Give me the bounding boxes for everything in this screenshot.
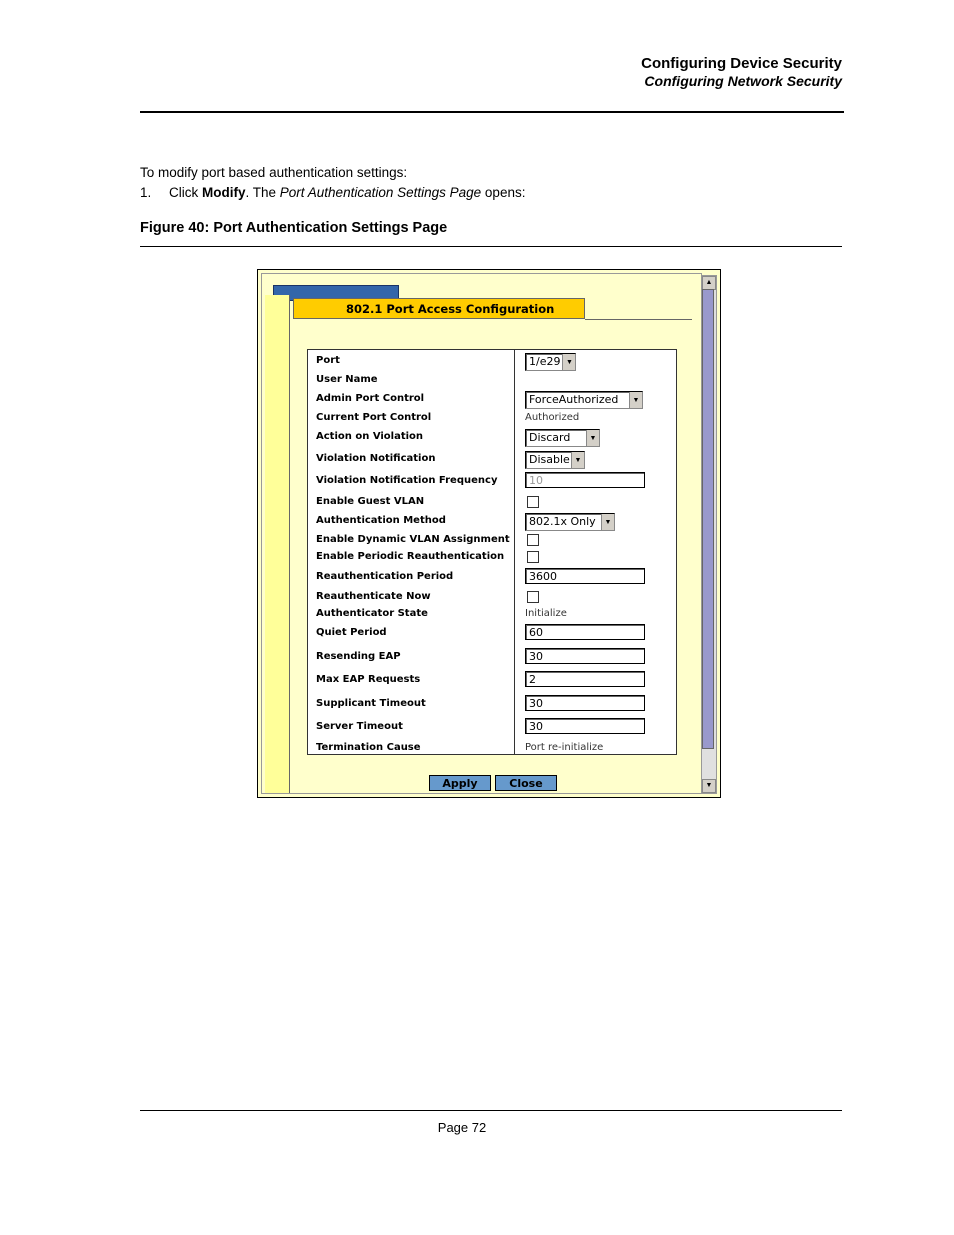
enable-guest-vlan-label: Enable Guest VLAN [316, 496, 425, 507]
violation-notification-frequency-input[interactable]: 10 [525, 472, 645, 488]
screenshot-frame [257, 269, 721, 798]
apply-button[interactable]: Apply [429, 775, 491, 791]
chevron-down-icon[interactable]: ▼ [601, 514, 614, 530]
header-title: Configuring Device Security [641, 55, 842, 72]
reauth-now-label: Reauthenticate Now [316, 591, 431, 602]
admin-port-control-label: Admin Port Control [316, 393, 425, 404]
banner-divider [585, 319, 692, 320]
violation-notification-select[interactable] [525, 450, 585, 469]
authentication-method-value: 802.1x Only [529, 515, 596, 528]
enable-periodic-reauth-label: Enable Periodic Reauthentication [316, 551, 505, 562]
enable-periodic-reauth-checkbox[interactable] [527, 551, 539, 563]
action-on-violation-select[interactable] [525, 428, 600, 447]
scroll-down-icon[interactable]: ▼ [702, 779, 716, 793]
chevron-down-icon[interactable]: ▼ [562, 354, 575, 370]
step-modify: Modify [202, 185, 246, 200]
max-eap-requests-label: Max EAP Requests [316, 674, 421, 685]
authentication-method-select[interactable] [525, 512, 615, 531]
row-reauth-period [308, 568, 676, 586]
resending-eap-label: Resending EAP [316, 651, 401, 662]
row-port [308, 352, 676, 370]
termination-cause-value: Port re-initialize [525, 742, 604, 753]
admin-port-control-value: ForceAuthorized [529, 393, 619, 406]
header-rule [140, 111, 844, 113]
settings-panel [307, 349, 677, 755]
step-1 [140, 185, 525, 200]
violation-notification-label: Violation Notification [316, 453, 436, 464]
row-authentication-method [308, 512, 676, 530]
row-resending-eap [308, 648, 676, 666]
page-banner: 802.1 Port Access Configuration [293, 298, 585, 319]
row-authenticator-state [308, 605, 676, 623]
row-reauth-now [308, 588, 676, 606]
current-port-control-label: Current Port Control [316, 412, 432, 423]
row-supplicant-timeout [308, 695, 676, 713]
chevron-down-icon[interactable]: ▼ [586, 430, 599, 446]
step-click: Click [169, 185, 202, 200]
page-number [0, 1120, 954, 1135]
action-on-violation-label: Action on Violation [316, 431, 424, 442]
screenshot-content [261, 273, 702, 794]
left-strip [265, 295, 290, 793]
resending-eap-input[interactable]: 30 [525, 648, 645, 664]
authentication-method-label: Authentication Method [316, 515, 446, 526]
row-enable-periodic-reauth [308, 548, 676, 566]
step-the: . The [245, 185, 280, 200]
figure-rule [140, 246, 842, 247]
quiet-period-input[interactable]: 60 [525, 624, 645, 640]
port-label: Port [316, 355, 340, 366]
close-button[interactable]: Close [495, 775, 557, 791]
row-quiet-period [308, 624, 676, 642]
user-name-label: User Name [316, 374, 378, 385]
server-timeout-label: Server Timeout [316, 721, 403, 732]
port-value: 1/e29 [529, 355, 561, 368]
violation-notification-value: Disable [529, 453, 570, 466]
port-select[interactable] [525, 352, 576, 371]
quiet-period-label: Quiet Period [316, 627, 387, 638]
termination-cause-label: Termination Cause [316, 742, 421, 753]
row-current-port-control [308, 409, 676, 427]
enable-dynamic-vlan-label: Enable Dynamic VLAN Assignment [316, 534, 510, 545]
reauth-period-label: Reauthentication Period [316, 571, 454, 582]
current-port-control-value: Authorized [525, 412, 580, 423]
supplicant-timeout-input[interactable]: 30 [525, 695, 645, 711]
row-action-on-violation [308, 428, 676, 446]
row-enable-dynamic-vlan [308, 531, 676, 549]
server-timeout-input[interactable]: 30 [525, 718, 645, 734]
row-violation-notification-frequency [308, 472, 676, 490]
enable-guest-vlan-checkbox[interactable] [527, 496, 539, 508]
page-number-text: Page 72 [437, 1120, 487, 1135]
max-eap-requests-input[interactable]: 2 [525, 671, 645, 687]
supplicant-timeout-label: Supplicant Timeout [316, 698, 426, 709]
header-subtitle: Configuring Network Security [644, 73, 842, 89]
row-violation-notification [308, 450, 676, 468]
step-number: 1. [140, 185, 152, 200]
step-page-name: Port Authentication Settings Page [279, 185, 482, 200]
chevron-down-icon[interactable]: ▼ [571, 452, 584, 468]
violation-notification-frequency-label: Violation Notification Frequency [316, 475, 498, 486]
admin-port-control-select[interactable] [525, 390, 643, 409]
action-on-violation-value: Discard [529, 431, 571, 444]
row-admin-port-control [308, 390, 676, 408]
chevron-down-icon[interactable]: ▼ [629, 392, 642, 408]
reauth-period-input[interactable]: 3600 [525, 568, 645, 584]
reauth-now-checkbox[interactable] [527, 591, 539, 603]
vertical-scrollbar[interactable] [701, 275, 717, 794]
step-opens: opens: [481, 185, 526, 200]
row-server-timeout [308, 718, 676, 736]
row-termination-cause [308, 739, 676, 757]
scroll-thumb[interactable] [702, 289, 714, 749]
row-user-name [308, 371, 676, 389]
enable-dynamic-vlan-checkbox[interactable] [527, 534, 539, 546]
row-max-eap-requests [308, 671, 676, 689]
authenticator-state-label: Authenticator State [316, 608, 428, 619]
figure-caption: Figure 40: Port Authentication Settings Page [140, 220, 448, 236]
footer-rule [140, 1110, 842, 1111]
intro-text: To modify port based authentication settings: [140, 165, 408, 180]
scroll-up-icon[interactable]: ▲ [702, 276, 716, 290]
authenticator-state-value: Initialize [525, 608, 567, 619]
row-enable-guest-vlan [308, 493, 676, 511]
